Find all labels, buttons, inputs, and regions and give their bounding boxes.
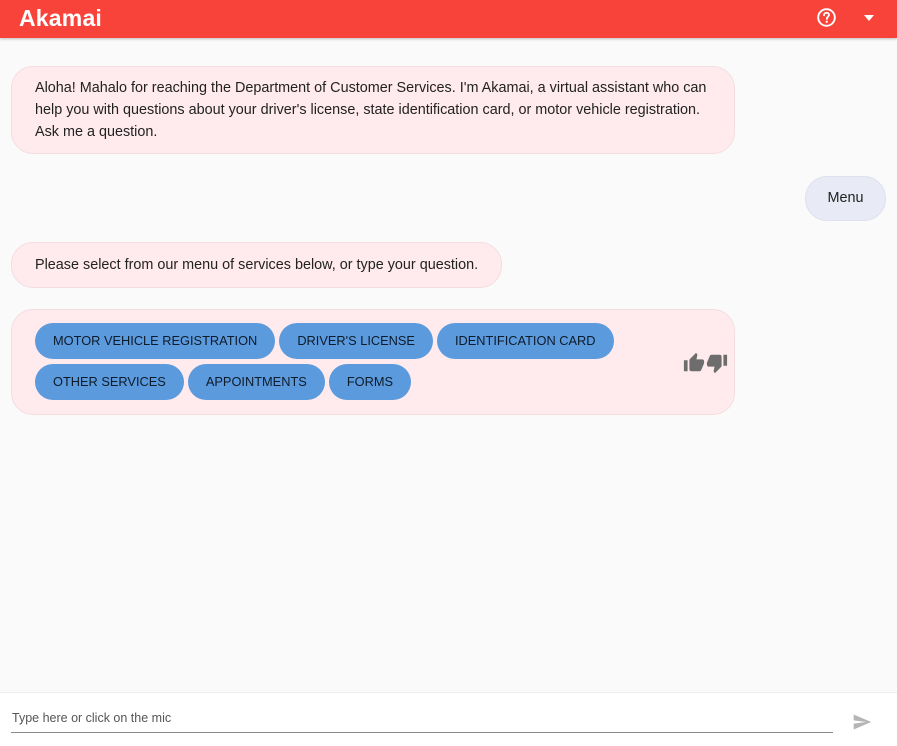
chip-motor-vehicle-registration[interactable]: MOTOR VEHICLE REGISTRATION [35,323,275,359]
message-text: Menu [827,190,864,206]
feedback-buttons [683,352,728,374]
brand-title: Akamai [19,5,103,31]
chip-row [35,364,635,400]
thumbs-down-icon[interactable] [706,352,728,374]
help-circle-icon[interactable] [816,7,837,28]
bot-message-menu-options [11,309,735,415]
message-text: Aloha! Mahalo for reaching the Department of Customer Services. I'm Akamai, a virtual assistant who can help you with questions about your driver's license, state identification card, or motor vehicle registration. Ask me a question. [35,80,707,140]
bot-message-welcome [11,66,735,154]
message-input[interactable] [11,703,833,733]
chip-row [35,323,635,359]
send-icon[interactable] [851,712,873,732]
chip-identification-card[interactable]: IDENTIFICATION CARD [437,323,614,359]
menu-option-chips [35,323,635,405]
chip-appointments[interactable]: APPOINTMENTS [188,364,325,400]
chip-forms[interactable]: FORMS [329,364,411,400]
user-message [805,176,886,221]
message-composer [0,692,897,746]
chip-other-services[interactable]: OTHER SERVICES [35,364,184,400]
bot-message-menu-prompt [11,242,502,288]
thumbs-up-icon[interactable] [683,352,705,374]
chip-drivers-license[interactable]: DRIVER'S LICENSE [279,323,433,359]
message-text: Please select from our menu of services below, or type your question. [35,257,479,273]
app-header [0,0,897,38]
caret-down-icon[interactable] [863,14,875,22]
